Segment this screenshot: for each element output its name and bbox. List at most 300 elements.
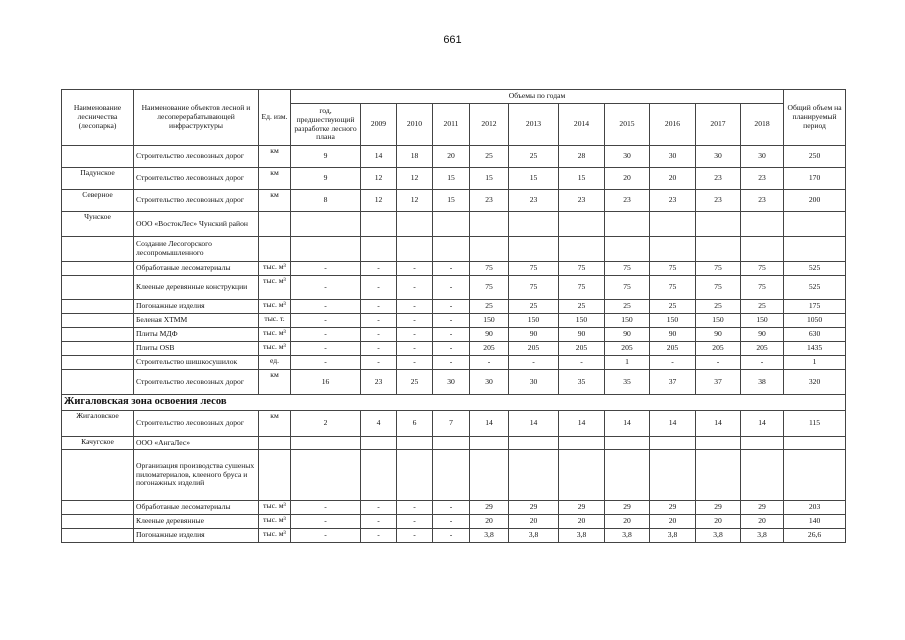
cell-total: 1435 <box>784 342 846 356</box>
cell-total <box>784 212 846 237</box>
table-row <box>62 342 846 356</box>
cell-object: Клееные деревянные <box>134 515 259 529</box>
cell-value <box>650 237 696 262</box>
cell-total <box>784 237 846 262</box>
cell-object: Создание Лесогорского лесопромышленного <box>134 237 259 262</box>
cell-value <box>509 212 559 237</box>
cell-value: 30 <box>696 146 741 168</box>
cell-object: Беленая ХТММ <box>134 314 259 328</box>
cell-object: Погонажные изделия <box>134 300 259 314</box>
cell-value: 20 <box>433 146 470 168</box>
cell-value: 2 <box>291 411 361 437</box>
header-year: 2010 <box>397 104 433 146</box>
cell-value: - <box>291 501 361 515</box>
cell-unit: тыс. м³ <box>259 515 291 529</box>
cell-object: Погонажные изделия <box>134 529 259 543</box>
header-year: 2017 <box>696 104 741 146</box>
cell-object: Строительство лесовозных дорог <box>134 411 259 437</box>
cell-value: - <box>650 356 696 370</box>
cell-value: 75 <box>650 262 696 276</box>
cell-value: 14 <box>559 411 605 437</box>
cell-value <box>605 212 650 237</box>
cell-value: - <box>361 529 397 543</box>
cell-total: 140 <box>784 515 846 529</box>
cell-value: - <box>397 356 433 370</box>
cell-forestry <box>62 328 134 342</box>
cell-object: Строительство шишкосушилок <box>134 356 259 370</box>
cell-forestry <box>62 356 134 370</box>
cell-value: 205 <box>470 342 509 356</box>
cell-unit <box>259 450 291 501</box>
cell-forestry: Северное <box>62 190 134 212</box>
cell-value: - <box>291 314 361 328</box>
cell-value: 12 <box>361 190 397 212</box>
cell-value: 18 <box>397 146 433 168</box>
cell-value: - <box>433 276 470 300</box>
cell-object: ООО «ВостокЛес» Чунский район <box>134 212 259 237</box>
cell-unit: тыс. м³ <box>259 501 291 515</box>
cell-value: 75 <box>509 262 559 276</box>
cell-value: 23 <box>605 190 650 212</box>
cell-value: 37 <box>650 370 696 395</box>
cell-value <box>397 212 433 237</box>
cell-object: Строительство лесовозных дорог <box>134 370 259 395</box>
cell-value: 14 <box>605 411 650 437</box>
cell-value: 150 <box>650 314 696 328</box>
cell-value: 30 <box>741 146 784 168</box>
cell-value: 29 <box>741 501 784 515</box>
cell-unit: км <box>259 411 291 437</box>
cell-value <box>291 450 361 501</box>
header-unit: Ед. изм. <box>259 90 291 146</box>
cell-forestry: Жигаловское <box>62 411 134 437</box>
table-row <box>62 146 846 168</box>
cell-value: 25 <box>559 300 605 314</box>
cell-forestry <box>62 515 134 529</box>
cell-value: - <box>361 262 397 276</box>
cell-value: 75 <box>470 276 509 300</box>
cell-value: - <box>397 515 433 529</box>
cell-value: 30 <box>605 146 650 168</box>
header-year: 2018 <box>741 104 784 146</box>
cell-value <box>397 450 433 501</box>
cell-value: 15 <box>470 168 509 190</box>
cell-forestry <box>62 262 134 276</box>
cell-value <box>509 450 559 501</box>
cell-value: 23 <box>696 168 741 190</box>
cell-value: 14 <box>650 411 696 437</box>
cell-value: 14 <box>470 411 509 437</box>
cell-forestry <box>62 450 134 501</box>
cell-total: 525 <box>784 276 846 300</box>
cell-total: 250 <box>784 146 846 168</box>
cell-total: 200 <box>784 190 846 212</box>
cell-value: 25 <box>470 300 509 314</box>
cell-value: 9 <box>291 168 361 190</box>
cell-value: 30 <box>470 370 509 395</box>
cell-value: 3,8 <box>696 529 741 543</box>
cell-forestry <box>62 276 134 300</box>
table-row <box>62 276 846 300</box>
cell-value: 205 <box>605 342 650 356</box>
cell-value: 90 <box>509 328 559 342</box>
header-object: Наименование объектов лесной и лесоперерабатывающей инфраструктуры <box>134 90 259 146</box>
cell-value: 25 <box>397 370 433 395</box>
cell-value: 25 <box>509 146 559 168</box>
cell-value: 90 <box>650 328 696 342</box>
cell-value: - <box>361 515 397 529</box>
cell-value: 29 <box>696 501 741 515</box>
cell-value: 90 <box>559 328 605 342</box>
cell-value: 29 <box>509 501 559 515</box>
cell-value: 75 <box>509 276 559 300</box>
cell-value: 20 <box>741 515 784 529</box>
cell-value <box>361 237 397 262</box>
cell-forestry <box>62 501 134 515</box>
cell-forestry <box>62 146 134 168</box>
cell-value: - <box>397 328 433 342</box>
cell-unit: тыс. м³ <box>259 342 291 356</box>
cell-value: - <box>741 356 784 370</box>
cell-value: 29 <box>605 501 650 515</box>
header-total: Общий объем на планируемый период <box>784 90 846 146</box>
cell-value: 12 <box>397 168 433 190</box>
cell-value: 25 <box>696 300 741 314</box>
cell-value: 23 <box>696 190 741 212</box>
cell-unit: км <box>259 146 291 168</box>
cell-value: - <box>291 300 361 314</box>
cell-value: 20 <box>559 515 605 529</box>
cell-value: 29 <box>650 501 696 515</box>
table-row <box>62 314 846 328</box>
cell-value: - <box>433 356 470 370</box>
cell-value: - <box>397 314 433 328</box>
cell-unit: тыс. м³ <box>259 529 291 543</box>
cell-value <box>433 237 470 262</box>
cell-value <box>433 212 470 237</box>
cell-value <box>470 237 509 262</box>
cell-value: - <box>397 276 433 300</box>
cell-value <box>650 450 696 501</box>
cell-value: 3,8 <box>605 529 650 543</box>
cell-value <box>559 450 605 501</box>
cell-value: 23 <box>741 168 784 190</box>
cell-object: Плиты OSB <box>134 342 259 356</box>
cell-value: - <box>433 515 470 529</box>
cell-value <box>696 437 741 450</box>
cell-value: - <box>433 342 470 356</box>
table-row <box>62 212 846 237</box>
cell-unit <box>259 212 291 237</box>
zone-title: Жигаловская зона освоения лесов <box>62 395 291 411</box>
cell-value: 8 <box>291 190 361 212</box>
cell-forestry <box>62 370 134 395</box>
table-row <box>62 300 846 314</box>
cell-value: - <box>361 501 397 515</box>
cell-value: 20 <box>605 515 650 529</box>
cell-total: 175 <box>784 300 846 314</box>
cell-value: 150 <box>741 314 784 328</box>
cell-value: 35 <box>559 370 605 395</box>
cell-value: 30 <box>650 146 696 168</box>
cell-forestry: Чунское <box>62 212 134 237</box>
cell-value: 25 <box>470 146 509 168</box>
cell-value: - <box>433 300 470 314</box>
cell-object: ООО «АнгаЛес» <box>134 437 259 450</box>
cell-value: 37 <box>696 370 741 395</box>
cell-value: 20 <box>470 515 509 529</box>
cell-value: - <box>361 300 397 314</box>
cell-value: 35 <box>605 370 650 395</box>
cell-value: 205 <box>650 342 696 356</box>
cell-value: 20 <box>509 515 559 529</box>
cell-value <box>741 437 784 450</box>
cell-value: - <box>397 529 433 543</box>
cell-value <box>361 212 397 237</box>
table-row <box>62 370 846 395</box>
cell-value: - <box>291 529 361 543</box>
cell-value: 9 <box>291 146 361 168</box>
cell-unit: км <box>259 370 291 395</box>
header-year: 2011 <box>433 104 470 146</box>
cell-value: 30 <box>433 370 470 395</box>
cell-value <box>470 437 509 450</box>
cell-value: 25 <box>741 300 784 314</box>
cell-value: 4 <box>361 411 397 437</box>
cell-unit: км <box>259 168 291 190</box>
cell-value: 23 <box>741 190 784 212</box>
cell-value: 3,8 <box>470 529 509 543</box>
cell-value: - <box>361 342 397 356</box>
header-year: 2016 <box>650 104 696 146</box>
cell-value: - <box>433 328 470 342</box>
cell-value: - <box>291 276 361 300</box>
cell-total: 26,6 <box>784 529 846 543</box>
zone-row-fill <box>291 395 846 411</box>
cell-value: 3,8 <box>509 529 559 543</box>
cell-value: 75 <box>650 276 696 300</box>
header-year: 2013 <box>509 104 559 146</box>
cell-object: Плиты МДФ <box>134 328 259 342</box>
cell-unit: тыс. т. <box>259 314 291 328</box>
cell-value: - <box>397 262 433 276</box>
cell-total: 1 <box>784 356 846 370</box>
table-row <box>62 411 846 437</box>
cell-value: 14 <box>741 411 784 437</box>
cell-value <box>291 237 361 262</box>
cell-value: - <box>696 356 741 370</box>
cell-total <box>784 450 846 501</box>
cell-value <box>650 437 696 450</box>
cell-value: 25 <box>605 300 650 314</box>
cell-forestry <box>62 529 134 543</box>
cell-object: Строительство лесовозных дорог <box>134 168 259 190</box>
cell-value <box>696 212 741 237</box>
cell-value: 205 <box>696 342 741 356</box>
page-number: 661 <box>443 34 462 46</box>
cell-value: 150 <box>605 314 650 328</box>
cell-value: 15 <box>433 190 470 212</box>
cell-value: 20 <box>605 168 650 190</box>
table-row <box>62 437 846 450</box>
cell-value: 23 <box>361 370 397 395</box>
cell-value: 12 <box>397 190 433 212</box>
cell-value: 25 <box>509 300 559 314</box>
cell-value: 29 <box>470 501 509 515</box>
cell-value: 75 <box>470 262 509 276</box>
cell-value: - <box>397 501 433 515</box>
table-row <box>62 501 846 515</box>
cell-value <box>696 237 741 262</box>
table-row <box>62 450 846 501</box>
cell-forestry: Качугское <box>62 437 134 450</box>
table-row <box>62 529 846 543</box>
cell-value: 20 <box>650 168 696 190</box>
cell-value <box>291 212 361 237</box>
cell-unit <box>259 237 291 262</box>
cell-object: Обработаные лесоматериалы <box>134 262 259 276</box>
cell-value: - <box>509 356 559 370</box>
cell-unit: тыс. м³ <box>259 262 291 276</box>
cell-value: 75 <box>741 276 784 300</box>
cell-value: 75 <box>605 276 650 300</box>
cell-value <box>650 212 696 237</box>
cell-value: 25 <box>650 300 696 314</box>
cell-value <box>605 437 650 450</box>
cell-value <box>470 450 509 501</box>
cell-value: - <box>361 328 397 342</box>
cell-value <box>696 450 741 501</box>
table-row <box>62 328 846 342</box>
cell-value: - <box>291 515 361 529</box>
table-row <box>62 356 846 370</box>
cell-value <box>470 212 509 237</box>
cell-value: - <box>291 328 361 342</box>
cell-value <box>433 437 470 450</box>
cell-value: 150 <box>509 314 559 328</box>
cell-value: - <box>433 262 470 276</box>
cell-value: 15 <box>559 168 605 190</box>
cell-value <box>605 450 650 501</box>
cell-value: 75 <box>696 262 741 276</box>
cell-forestry <box>62 237 134 262</box>
cell-value: 205 <box>741 342 784 356</box>
cell-value: 16 <box>291 370 361 395</box>
cell-unit: км <box>259 190 291 212</box>
cell-value: 15 <box>433 168 470 190</box>
header-year: 2009 <box>361 104 397 146</box>
cell-total <box>784 437 846 450</box>
cell-value: 23 <box>470 190 509 212</box>
cell-value: - <box>433 314 470 328</box>
cell-value: 75 <box>559 262 605 276</box>
cell-value: - <box>397 342 433 356</box>
cell-value: - <box>291 262 361 276</box>
cell-value: - <box>361 314 397 328</box>
cell-object: Обработаные лесоматериалы <box>134 501 259 515</box>
cell-value <box>559 212 605 237</box>
cell-total: 170 <box>784 168 846 190</box>
header-forestry: Наименование лесничества (лесопарка) <box>62 90 134 146</box>
cell-value: 3,8 <box>559 529 605 543</box>
cell-total: 1050 <box>784 314 846 328</box>
cell-value: 14 <box>509 411 559 437</box>
cell-value: - <box>433 529 470 543</box>
cell-unit: тыс. м³ <box>259 300 291 314</box>
cell-value <box>741 212 784 237</box>
cell-value <box>361 450 397 501</box>
cell-unit <box>259 437 291 450</box>
cell-value: 90 <box>741 328 784 342</box>
forest-infrastructure-table <box>61 89 846 543</box>
cell-value: 90 <box>696 328 741 342</box>
cell-value <box>509 237 559 262</box>
cell-total: 115 <box>784 411 846 437</box>
table-row <box>62 190 846 212</box>
cell-value: 1 <box>605 356 650 370</box>
cell-value: 150 <box>696 314 741 328</box>
header-year: 2012 <box>470 104 509 146</box>
table-row <box>62 262 846 276</box>
cell-value <box>291 437 361 450</box>
cell-value <box>433 450 470 501</box>
cell-value <box>397 437 433 450</box>
header-year: 2014 <box>559 104 605 146</box>
cell-unit: тыс. м³ <box>259 328 291 342</box>
cell-value: 20 <box>650 515 696 529</box>
cell-value <box>397 237 433 262</box>
cell-forestry <box>62 300 134 314</box>
cell-object: Строительство лесовозных дорог <box>134 146 259 168</box>
cell-value: 23 <box>509 190 559 212</box>
cell-value: 3,8 <box>741 529 784 543</box>
cell-value: 23 <box>650 190 696 212</box>
cell-value: - <box>397 300 433 314</box>
cell-value <box>559 437 605 450</box>
cell-forestry: Падунское <box>62 168 134 190</box>
cell-value: 205 <box>559 342 605 356</box>
header-volumes: Объемы по годам <box>291 90 784 104</box>
cell-object: Строительство лесовозных дорог <box>134 190 259 212</box>
cell-total: 320 <box>784 370 846 395</box>
table-row <box>62 515 846 529</box>
cell-value: 15 <box>509 168 559 190</box>
cell-value: - <box>559 356 605 370</box>
cell-value: 30 <box>509 370 559 395</box>
cell-value: 14 <box>696 411 741 437</box>
header-year: 2015 <box>605 104 650 146</box>
cell-value: 150 <box>559 314 605 328</box>
cell-value: - <box>361 356 397 370</box>
cell-value: 20 <box>696 515 741 529</box>
table-row <box>62 237 846 262</box>
cell-forestry <box>62 314 134 328</box>
cell-value <box>605 237 650 262</box>
cell-value <box>741 237 784 262</box>
cell-value: 205 <box>509 342 559 356</box>
cell-value <box>361 437 397 450</box>
cell-total: 630 <box>784 328 846 342</box>
cell-value: 7 <box>433 411 470 437</box>
cell-value: 29 <box>559 501 605 515</box>
cell-value: - <box>361 276 397 300</box>
cell-total: 203 <box>784 501 846 515</box>
cell-value: 75 <box>741 262 784 276</box>
table-row <box>62 168 846 190</box>
cell-value <box>741 450 784 501</box>
cell-value: 14 <box>361 146 397 168</box>
cell-value: 28 <box>559 146 605 168</box>
